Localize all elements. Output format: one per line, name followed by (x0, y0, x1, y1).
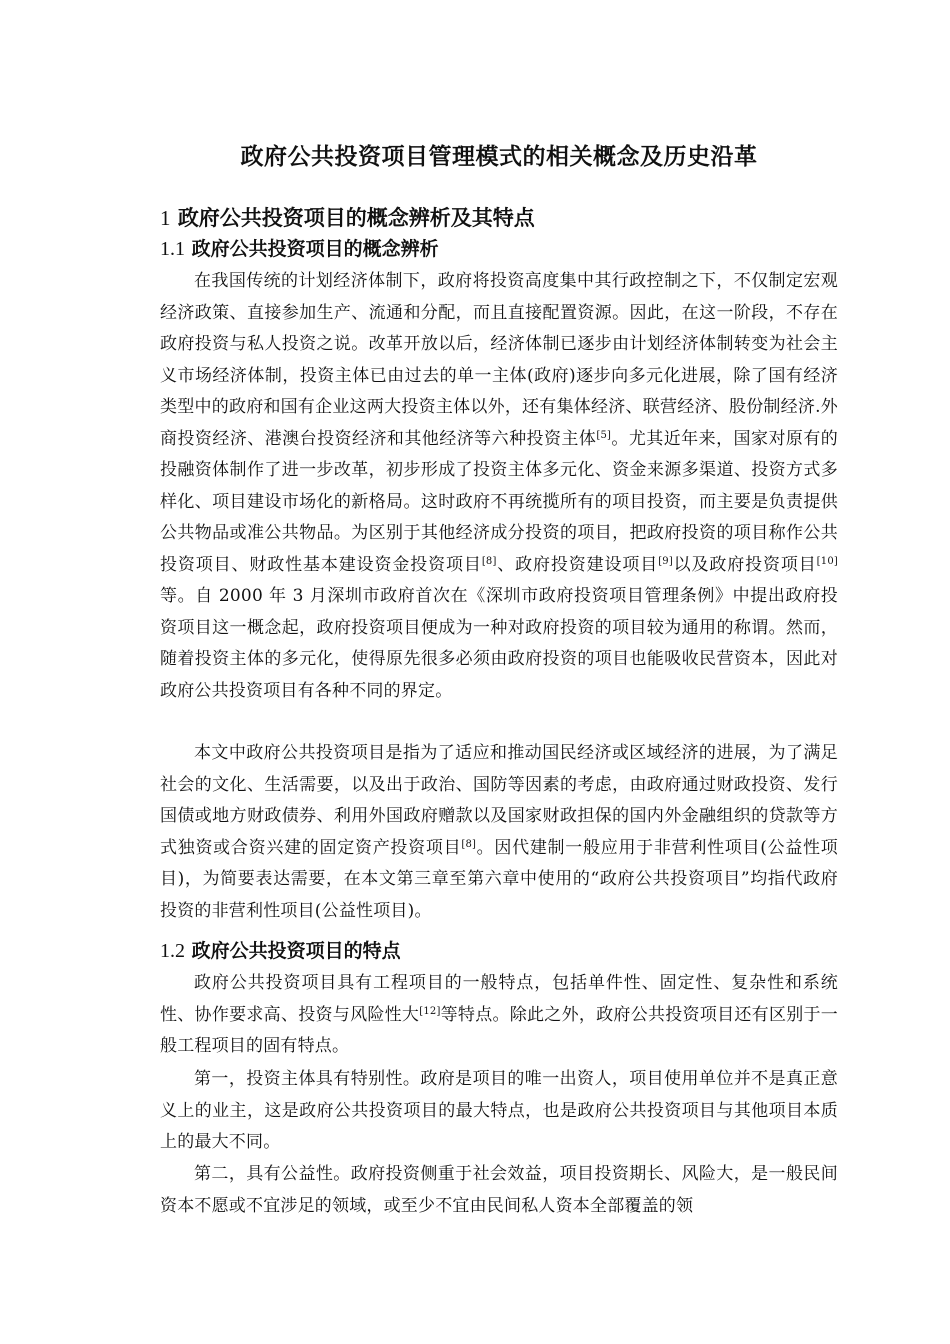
paragraph-2 (160, 738, 838, 927)
section-title: 政府公共投资项目的特点 (191, 940, 401, 962)
paragraph-1 (160, 266, 838, 707)
citation: [8] (461, 838, 477, 850)
paragraph-3 (160, 968, 838, 1063)
citation: [12] (419, 1005, 441, 1017)
section-number: 1.1 (160, 238, 185, 260)
paragraph-text: 。尤其近年来，国家对原有的投融资体制作了进一步改革，初步形成了投资主体多元化、资金来源多渠道、投资方式多样化、项目建设市场化的新格局。这时政府不再统揽所有的项目投资，而主要是负责提供公共物品或准公共物品。为区别于其他经济成分投资的项目，把政府投资的项目称作公共投资项目、财政性基本建设资金投资项目 (160, 428, 839, 575)
citation: [5] (596, 429, 612, 441)
paragraph-text: 等。自 2000 年 3 月深圳市政府首次在《深圳市政府投资项目管理条例》中提出政府投资项目这一概念起，政府投资项目便成为一种对政府投资的项目较为通用的称谓。然而，随着投资主体的多元化，使得原先很多必须由政府投资的项目也能吸收民营资本，因此对政府公共投资项目有各种不同的界定。 (160, 586, 838, 701)
citation: [10] (816, 555, 838, 567)
section-1-1-heading (160, 234, 439, 261)
paragraph-text: 政府公共投资项目具有工程项目的一般特点，包括单件性、固定性、复杂性和系统性、协作要求高、投资与风险性大 (160, 973, 838, 1025)
paragraph-text: 在我国传统的计划经济体制下，政府将投资高度集中其行政控制之下，不仅制定宏观经济政策、直接参加生产、流通和分配，而且直接配置资源。因此，在这一阶段，不存在政府投资与私人投资之说。改革开放以后，经济体制已逐步由计划经济体制转变为社会主义市场经济体制，投资主体已由过去的单一主体(政府)逐步向多元化进展，除了国有经济类型中的政府和国有企业这两大投资主体以外，还有集体经济、联营经济、股份制经济.外商投资经济、港澳台投资经济和其他经济等六种投资主体 (160, 271, 838, 449)
paragraph-5: 第二，具有公益性。政府投资侧重于社会效益，项目投资期长、风险大，是一般民间资本不愿或不宜涉足的领域，或至少不宜由民间私人资本全部覆盖的领 (160, 1164, 838, 1216)
citation: [9] (658, 555, 673, 567)
paragraph-text: 、政府投资建设项目 (496, 554, 659, 575)
section-1-2-heading (160, 936, 401, 963)
paragraph-text: 以及政府投资项目 (672, 554, 817, 575)
document-title: 政府公共投资项目管理模式的相关概念及历史沿革 (240, 144, 758, 170)
citation: [8] (481, 555, 497, 567)
section-title: 政府公共投资项目的概念辨析 (191, 238, 439, 260)
paragraph-text: 等特点。除此之外，政府公共投资项目还有区别于一般工程项目的固有特点。 (160, 1004, 838, 1056)
section-number: 1 (160, 206, 171, 230)
paragraph-text: 本文中政府公共投资项目是指为了适应和推动国民经济或区域经济的进展，为了满足社会的文化、生活需要，以及出于政治、国防等因素的考虑，由政府通过财政投资、发行国债或地方财政债券、利用外国政府赠款以及国家财政担保的国内外金融组织的贷款等方式独资或合资兴建的固定资产投资项目 (160, 743, 838, 858)
paragraph-text: 。因代建制一般应用于非营利性项目(公益性项目)，为简要表达需要，在本文第三章至第六章中使用的“政府公共投资项目”均指代政府投资的非营利性项目(公益性项目)。 (160, 837, 838, 921)
section-number: 1.2 (160, 940, 185, 962)
section-title: 政府公共投资项目的概念辨析及其特点 (177, 206, 535, 230)
paragraph-4: 第一，投资主体具有特别性。政府是项目的唯一出资人，项目使用单位并不是真正意义上的业主，这是政府公共投资项目的最大特点，也是政府公共投资项目与其他项目本质上的最大不同。 (160, 1069, 838, 1152)
section-1-heading (160, 202, 535, 232)
